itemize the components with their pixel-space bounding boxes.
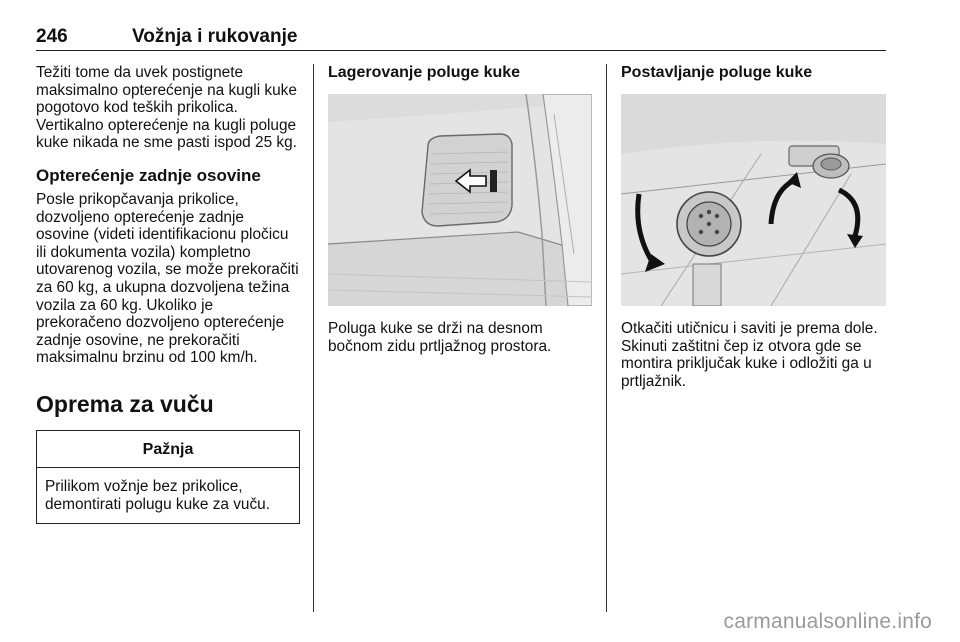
rear-axle-paragraph: Posle prikopčavanja prikolice, dozvoljeno opterećenje zadnje osovine (videti identifikacionu pločicu ili dokumenta vozila) kompletno utovarenog vozila, se može prekoračiti za 60 kg, a ukupna dozvoljena težina vozila za 60 kg. Ukoliko je prekoračeno dozvoljeno opterećenje zadnje osovine, ne prekoračiti maksimalnu brzinu od 100 km/h. xyxy=(36,190,299,367)
notice-title: Pažnja xyxy=(37,431,299,468)
page-number: 246 xyxy=(36,26,68,47)
watermark: carmanualsonline.info xyxy=(723,610,932,633)
column-middle xyxy=(328,64,592,355)
column-divider-1 xyxy=(313,64,314,612)
column-divider-2 xyxy=(606,64,607,612)
installation-heading: Postavljanje poluge kuke xyxy=(621,64,813,81)
column-right xyxy=(621,64,887,390)
storage-heading: Lagerovanje poluge kuke xyxy=(328,64,521,81)
notice-box xyxy=(36,430,300,524)
column-left xyxy=(36,64,300,524)
storage-caption: Poluga kuke se drži na desnom bočnom zidu prtljažnog prostora. xyxy=(328,320,552,355)
installation-caption: Otkačiti utičnicu i saviti je prema dole. Skinuti zaštitni čep iz otvora gde se montira priključak kuke i odložiti ga u prtljažnik. xyxy=(621,320,878,390)
notice-text: Prilikom vožnje bez prikolice, demontirati polugu kuke za vuču. xyxy=(45,477,271,513)
towing-equipment-heading: Oprema za vuču xyxy=(36,390,214,417)
intro-paragraph: Težiti tome da uvek postignete maksimalno opterećenje na kugli kuke pogotovo kod teških prikolica. Vertikalno opterećenje na kugli poluge kuke nikada ne sme pasti ispod 25 kg. xyxy=(36,64,297,152)
chapter-title: Vožnja i rukovanje xyxy=(132,26,298,47)
rear-axle-heading: Opterećenje zadnje osovine xyxy=(36,165,261,185)
page-header xyxy=(36,26,886,51)
installation-illustration xyxy=(621,94,886,306)
storage-illustration xyxy=(328,94,592,306)
